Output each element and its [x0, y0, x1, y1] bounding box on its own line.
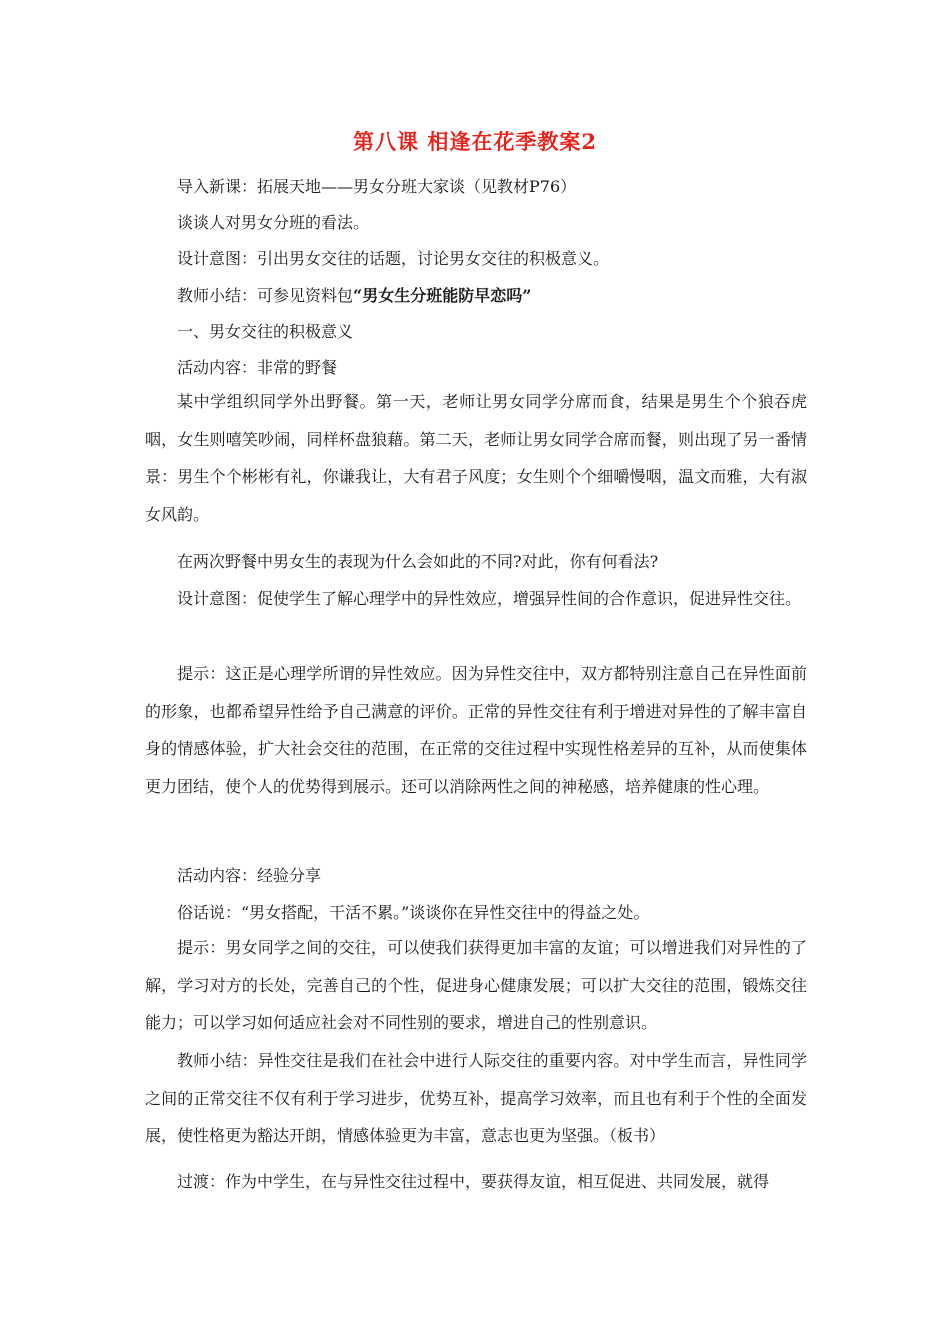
teacher-summary-1-prefix: 教师小结：可参见资料包	[177, 286, 354, 305]
question-1: 在两次野餐中男女生的表现为什么会如此的不同?对此，你有何看法?	[177, 552, 659, 571]
teacher-summary-1	[145, 286, 842, 306]
transition-line: 过渡：作为中学生，在与异性交往过程中，要获得友谊，相互促进、共同发展，就得	[177, 1172, 770, 1191]
story-paragraph: 某中学组织同学外出野餐。第一天，老师让男女同学分席而食，结果是男生个个狼吞虎咽，女生则嘻笑吵闹，同样杯盘狼藉。第二天，老师让男女同学合席而餐，则出现了另一番情景：男生个个彬彬有礼，你谦我让，大有君子风度；女生则个个细嚼慢咽，温文而雅，大有淑女风韵。	[145, 392, 807, 525]
hint-2: 提示：男女同学之间的交往，可以使我们获得更加丰富的友谊；可以增进我们对异性的了解，学习对方的长处，完善自己的个性，促进身心健康发展；可以扩大交往的范围，锻炼交往能力；可以学习如何适应社会对不同性别的要求，增进自己的性别意识。	[145, 938, 807, 1033]
section-heading-1: 一、男女交往的积极意义	[177, 322, 354, 341]
saying-line: 俗话说：“男女搭配，干活不累。”谈谈你在异性交往中的得益之处。	[177, 903, 650, 922]
intro-discussion-line: 谈谈人对男女分班的看法。	[177, 213, 370, 232]
intro-line: 导入新课：拓展天地——男女分班大家谈（见教材P76）	[177, 177, 577, 196]
design-intent-1: 设计意图：引出男女交往的话题，讨论男女交往的积极意义。	[177, 249, 610, 268]
activity-2: 活动内容：经验分享	[177, 866, 322, 885]
teacher-summary-2: 教师小结：异性交往是我们在社会中进行人际交往的重要内容。对中学生而言，异性同学之间的正常交往不仅有利于学习进步，优势互补，提高学习效率，而且也有利于个性的全面发展，使性格更为豁达开朗，情感体验更为丰富，意志也更为坚强。（板书）	[145, 1051, 807, 1146]
activity-1: 活动内容：非常的野餐	[177, 358, 338, 377]
page-title: 第八课 相逢在花季教案2	[353, 129, 597, 154]
teacher-summary-1-bold: “男女生分班能防早恋吗”	[353, 286, 532, 305]
hint-1: 提示：这正是心理学所谓的异性效应。因为异性交往中，双方都特别注意自己在异性面前的形象，也都希望异性给予自己满意的评价。正常的异性交往有利于增进对异性的了解丰富自身的情感体验，扩大社会交往的范围，在正常的交往过程中实现性格差异的互补，从而使集体更力团结，使个人的优势得到展示。还可以消除两性之间的神秘感，培养健康的性心理。	[145, 664, 807, 797]
design-intent-2: 设计意图：促使学生了解心理学中的异性效应，增强异性间的合作意识，促进异性交往。	[177, 589, 802, 608]
